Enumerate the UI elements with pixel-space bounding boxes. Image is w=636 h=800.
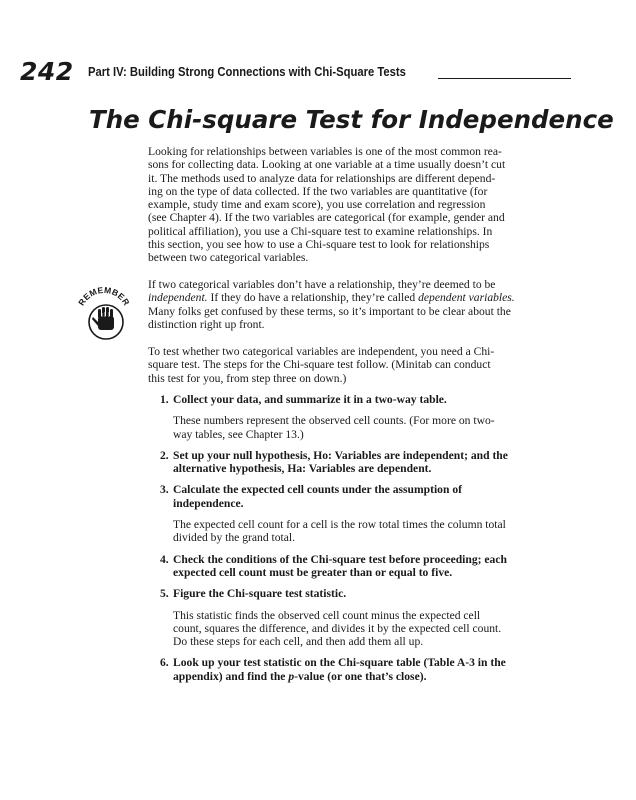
step-title: independence. [173, 496, 244, 510]
step-6 [148, 656, 558, 683]
term-dependent-variables: dependent variables. [418, 291, 515, 305]
step-title [173, 670, 558, 683]
step-desc: count, squares the difference, and divides it by the expected cell count. [173, 621, 502, 635]
term-independent: independent. [148, 291, 208, 305]
intro-line: (see Chapter 4). If the two variables are categorical (for example, gender and [148, 211, 505, 225]
section-title: The Chi-square Test for Independence [89, 105, 614, 134]
step-title: alternative hypothesis, Ha: Variables are dependent. [173, 462, 432, 476]
p-value-symbol: p [288, 669, 295, 683]
steps-intro-line: square test. The steps for the Chi-square test follow. (Minitab can conduct [148, 358, 491, 372]
remember-line: distinction right up front. [148, 317, 265, 331]
remember-icon [72, 280, 136, 344]
step-desc: These numbers represent the observed cell counts. (For more on two- [173, 414, 495, 428]
step-number: 6. [160, 656, 169, 670]
header-rule [438, 78, 571, 79]
step-2 [148, 449, 558, 476]
page-header [20, 58, 560, 86]
step-number: 3. [160, 483, 169, 497]
intro-line: this section, you see how to use a Chi-square test to look for relationships [148, 238, 490, 252]
step-title-text: appendix) and find the [173, 669, 289, 683]
remember-line [148, 291, 556, 304]
intro-line: political affiliation), you use a Chi-square test to examine relationships. In [148, 224, 493, 238]
intro-line: ing on the type of data collected. If the two variables are quantitative (for [148, 184, 488, 198]
step-5 [148, 587, 558, 648]
intro-paragraph [148, 145, 556, 265]
step-number: 5. [160, 587, 169, 601]
step-title: Look up your test statistic on the Chi-square table (Table A-3 in the [173, 656, 506, 670]
step-3 [148, 483, 558, 544]
remember-icon-label: REMEMBER [76, 284, 132, 308]
step-desc: The expected cell count for a cell is the row total times the column total [173, 518, 506, 532]
step-1 [148, 393, 558, 441]
running-head: Part IV: Building Strong Connections with Chi-Square Tests [88, 65, 406, 79]
intro-line: sons for collecting data. Looking at one variable at a time usually doesn’t cut [148, 158, 506, 172]
remember-text: If they do have a relationship, they’re called [207, 291, 419, 305]
steps-intro-paragraph [148, 345, 556, 385]
page-number: 242 [20, 57, 74, 86]
step-desc: way tables, see Chapter 13.) [173, 427, 304, 441]
remember-line: If two categorical variables don’t have a relationship, they’re deemed to be [148, 278, 496, 291]
intro-line: example, study time and exam score), you use correlation and regression [148, 198, 486, 212]
step-number: 1. [160, 393, 169, 406]
step-desc: Do these steps for each cell, and then add them all up. [173, 635, 424, 649]
remember-paragraph [148, 278, 556, 331]
intro-line: between two categorical variables. [148, 251, 309, 265]
steps-intro-line: this test for you, from step three on down.) [148, 371, 347, 385]
svg-text:REMEMBER [76, 285, 132, 308]
step-title: Check the conditions of the Chi-square test before proceeding; each [173, 552, 507, 566]
step-title: Collect your data, and summarize it in a two-way table. [173, 393, 447, 406]
step-title: Figure the Chi-square test statistic. [173, 587, 347, 601]
step-desc: divided by the grand total. [173, 531, 296, 545]
step-4 [148, 553, 558, 580]
intro-line: it. The methods used to analyze data for relationships are different depend- [148, 171, 496, 185]
steps-intro-line: To test whether two categorical variables are independent, you need a Chi- [148, 345, 495, 358]
step-desc: This statistic finds the observed cell count minus the expected cell [173, 608, 481, 622]
step-title: expected cell count must be greater than or equal to five. [173, 565, 453, 579]
step-title: Set up your null hypothesis, Ho: Variables are independent; and the [173, 448, 508, 462]
step-title: Calculate the expected cell counts under the assumption of [173, 483, 462, 497]
remember-line: Many folks get confused by these terms, so it’s important to be clear about the [148, 304, 511, 318]
step-number: 2. [160, 448, 169, 462]
steps-list [148, 393, 558, 691]
step-number: 4. [160, 552, 169, 566]
intro-line: Looking for relationships between variables is one of the most common rea- [148, 145, 502, 158]
step-title-text: -value (or one that’s close). [294, 669, 427, 683]
